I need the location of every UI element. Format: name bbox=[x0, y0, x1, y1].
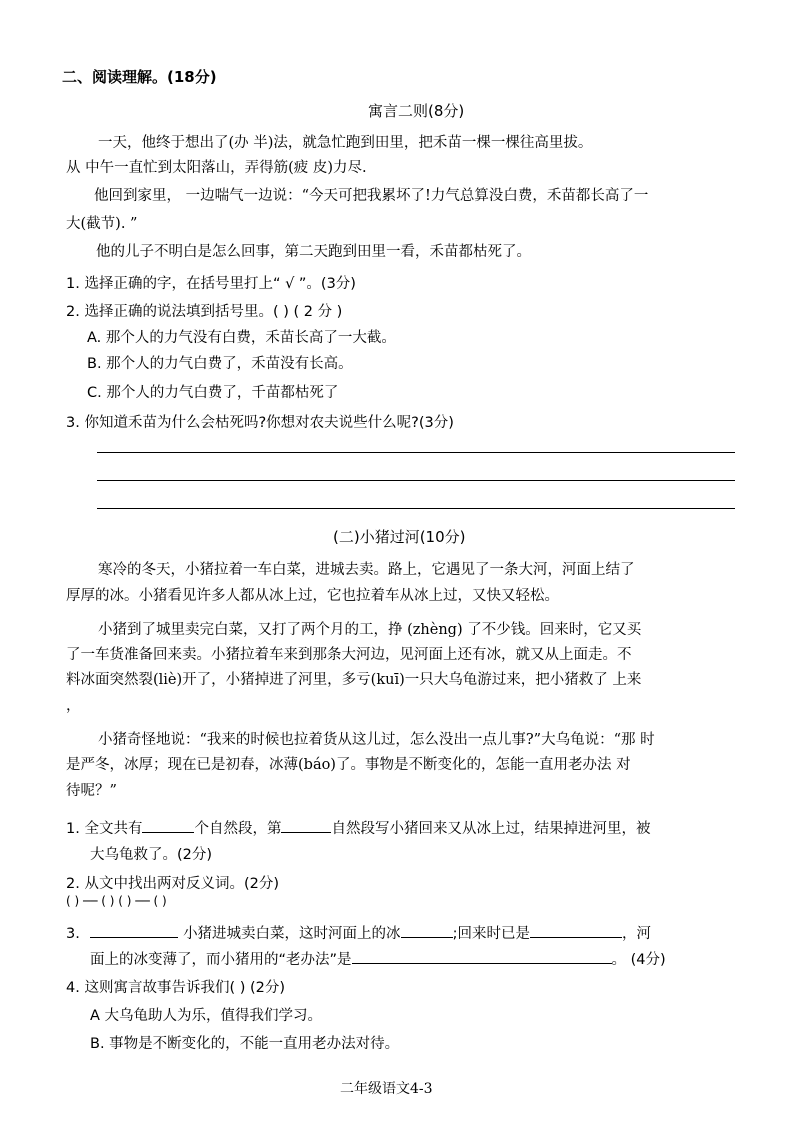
passage1-title: 寓言二则(8分) bbox=[368, 102, 465, 120]
p2-q3-text-e: 面上的冰变薄了，而小猪用的“老办法”是 bbox=[90, 952, 352, 968]
p2-q3-text-b: 小猪进城卖白菜，这时河面上的冰 bbox=[183, 926, 401, 942]
p2-question-3-cont bbox=[90, 948, 666, 969]
p2-q3-text-c: ;回来时已是 bbox=[452, 926, 530, 942]
p2-question-2-pairs[interactable]: ( ) ── ( ) ( ) ── ( ) bbox=[66, 894, 167, 908]
p1-question-2-option-b: B. 那个人的力气白费了，禾苗没有长高。 bbox=[87, 356, 353, 372]
page-footer: 二年级语文4-3 bbox=[340, 1081, 433, 1097]
p2-q1-text-b: 个自然段，第 bbox=[194, 821, 282, 837]
p2-q3-blank-1[interactable] bbox=[90, 923, 178, 938]
p2-q1-blank-1[interactable] bbox=[142, 818, 194, 833]
passage2-line-2: 厚厚的冰。小猪看见许多人都从冰上过，它也拉着车从冰上过，又快又轻松。 bbox=[66, 588, 559, 604]
passage2-line-3: 小猪到了城里卖完白菜，又打了两个月的工，挣 (zhèng) 了不少钱。回来时，它又买 bbox=[98, 622, 642, 638]
p2-q3-blank-2[interactable] bbox=[401, 923, 453, 938]
p1-question-1: 1. 选择正确的字，在括号里打上“ √ ”。(3分) bbox=[66, 276, 356, 292]
p2-question-3 bbox=[66, 922, 651, 943]
passage2-line-4: 了一车货准备回来卖。小猪拉着车来到那条大河边，见河面上还有冰，就又从上面走。不 bbox=[66, 647, 632, 663]
passage1-line-5: 他的儿子不明白是怎么回事，第二天跑到田里一看，禾苗都枯死了。 bbox=[96, 244, 531, 260]
passage1-line-4: 大(截节). ” bbox=[66, 216, 138, 232]
passage1-line-2: 从 中午一直忙到太阳落山，弄得筋(疲 皮)力尽. bbox=[66, 160, 367, 176]
passage2-line-1: 寒冷的冬天，小猪拉着一车白菜，进城去卖。路上，它遇见了一条大河，河面上结了 bbox=[98, 562, 635, 578]
p2-q3-blank-4[interactable] bbox=[352, 949, 612, 964]
p1-question-2: 2. 选择正确的说法填到括号里。( ) ( 2 分 ) bbox=[66, 304, 343, 320]
passage2-line-9: 待呢？” bbox=[66, 783, 117, 799]
p2-q1-text-a: 1. 全文共有 bbox=[66, 821, 143, 837]
p2-question-1-cont: 大乌龟救了。(2分) bbox=[90, 847, 213, 863]
answer-line-3[interactable] bbox=[97, 508, 735, 509]
p2-q1-text-c: 自然段写小猪回来又从冰上过，结果掉进河里，被 bbox=[331, 821, 651, 837]
p1-question-3: 3. 你知道禾苗为什么会枯死吗?你想对农夫说些什么呢?(3分) bbox=[66, 415, 454, 431]
p2-question-4: 4. 这则寓言故事告诉我们( ) (2分) bbox=[66, 980, 286, 996]
p2-question-2: 2. 从文中找出两对反义词。(2分) bbox=[66, 876, 279, 892]
p2-q3-text-d: ，河 bbox=[621, 926, 651, 942]
p2-question-4-option-b: B. 事物是不断变化的，不能一直用老办法对待。 bbox=[90, 1036, 400, 1052]
passage2-line-5: 料冰面突然裂(liè)开了，小猪掉进了河里，多亏(kuī)一只大乌龟游过来，把小猪救了 上来 bbox=[66, 672, 642, 688]
section-heading: 二、阅读理解。(18分) bbox=[62, 68, 217, 86]
p2-question-1 bbox=[66, 817, 650, 838]
p2-question-4-option-a: A 大乌龟助人为乐，值得我们学习。 bbox=[90, 1008, 323, 1024]
passage1-line-3: 他回到家里， 一边喘气一边说：“今天可把我累坏了!力气总算没白费，禾苗都长高了一 bbox=[94, 188, 649, 204]
passage2-line-7: 小猪奇怪地说：“我来的时候也拉着货从这儿过，怎么没出一点儿事?”大乌龟说：“那 时 bbox=[98, 732, 655, 748]
passage2-line-6: ， bbox=[66, 698, 81, 714]
p2-q3-text-f: 。 (4分) bbox=[611, 952, 666, 968]
passage2-line-8: 是严冬，冰厚；现在已是初春，冰薄(báo)了。事物是不断变化的，怎能一直用老办法 对 bbox=[66, 757, 631, 773]
passage2-title: (二)小猪过河(10分) bbox=[333, 528, 466, 546]
p1-question-2-option-a: A. 那个人的力气没有白费，禾苗长高了一大截。 bbox=[87, 330, 396, 346]
p2-q3-num: 3. bbox=[66, 926, 80, 942]
passage1-line-1: 一天，他终于想出了(办 半)法，就急忙跑到田里，把禾苗一棵一棵往高里拔。 bbox=[98, 135, 593, 151]
p1-question-2-option-c: C. 那个人的力气白费了，千苗都枯死了 bbox=[87, 385, 339, 401]
p2-q1-blank-2[interactable] bbox=[281, 818, 331, 833]
answer-line-1[interactable] bbox=[97, 452, 735, 453]
p2-q3-blank-3[interactable] bbox=[530, 923, 622, 938]
answer-line-2[interactable] bbox=[97, 480, 735, 481]
